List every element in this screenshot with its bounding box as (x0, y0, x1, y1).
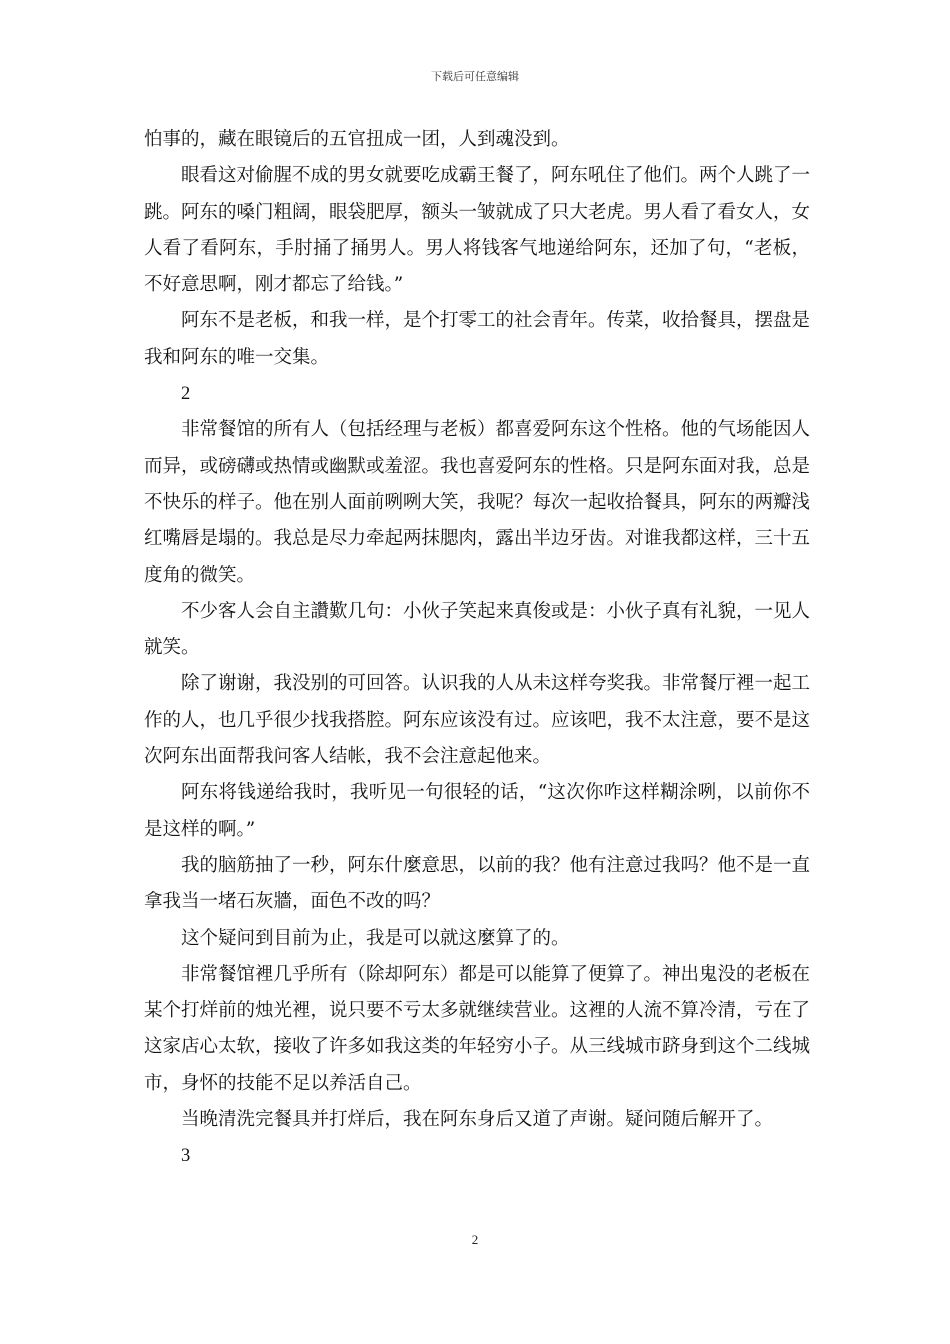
paragraph: 这个疑问到目前为止，我是可以就这麼算了的。 (181, 927, 570, 949)
paragraph: 非常餐馆的所有人（包括经理与老板）都喜爱阿东这个性格。他的气场能因人而异，或磅礴或热情或幽默或羞涩。我也喜爱阿东的性格。只是阿东面对我，总是不快乐的样子。他在别人面前咧咧大笑，我呢？每次一起收拾餐具，阿东的两瓣浅红嘴唇是塌的。我总是尽力牵起两抹腮肉，露出半边牙齿。对谁我都这样，三十五度角的微笑。 (144, 419, 811, 586)
paragraph: 当晚清洗完餐具并打烊后，我在阿东身后又道了声谢。疑问随后解开了。 (181, 1109, 774, 1131)
paragraph: 眼看这对偷腥不成的男女就要吃成霸王餐了，阿东吼住了他们。两个人跳了一跳。阿东的嗓门粗阔，眼袋肥厚，额头一皱就成了只大老虎。男人看了看女人，女人看了看阿东，手肘捅了捅男人。男人将钱客气地递给阿东，还加了句，“老板，不好意思啊，刚才都忘了给钱。” (144, 165, 811, 296)
paragraph: 我的脑筋抽了一秒，阿东什麼意思，以前的我？他有注意过我吗？他不是一直拿我当一堵石灰牆，面色不改的吗？ (144, 854, 811, 913)
paragraph: 除了谢谢，我没别的可回答。认识我的人从未这样夸奖我。非常餐厅裡一起工作的人，也几乎很少找我搭腔。阿东应该没有过。应该吧，我不太注意，要不是这次阿东出面帮我问客人结帐，我不会注意起他来。 (144, 673, 811, 768)
paragraph: 非常餐馆裡几乎所有（除却阿东）都是可以能算了便算了。神出鬼没的老板在某个打烊前的烛光裡，说只要不亏太多就继续营业。这裡的人流不算冷清，亏在了这家店心太软，接收了许多如我这类的年轻穷小子。从三线城市跻身到这个二线城市，身怀的技能不足以养活自己。 (144, 963, 811, 1094)
document-body (144, 122, 810, 1175)
paragraph: 怕事的，藏在眼镜后的五官扭成一团，人到魂没到。 (144, 129, 570, 150)
section-number: 3 (181, 1146, 191, 1167)
page-number: 2 (471, 1232, 479, 1247)
paragraph: 阿东将钱递给我时，我听见一句很轻的话，“这次你咋这样糊涂咧，以前你不是这样的啊。” (144, 782, 810, 840)
paragraph: 不少客人会自主讚歎几句：小伙子笑起来真俊或是：小伙子真有礼貌，一见人就笑。 (144, 600, 811, 659)
paragraph: 阿东不是老板，和我一样，是个打零工的社会青年。传菜，收拾餐具，摆盘是我和阿东的唯一交集。 (144, 310, 811, 368)
section-number: 2 (181, 384, 191, 405)
page-header: 下载后可任意编辑 (431, 70, 519, 83)
